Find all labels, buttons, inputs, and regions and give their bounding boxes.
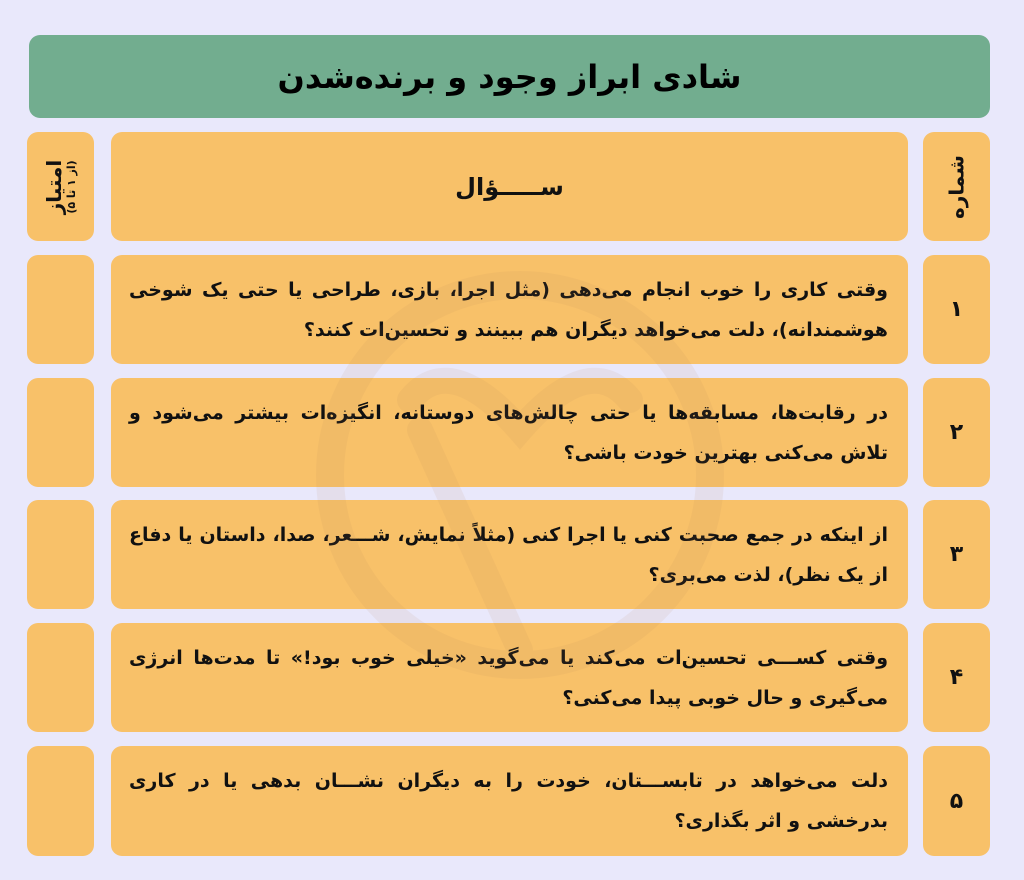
table-row-question <box>111 746 908 856</box>
question-text: در رقابت‌ها، مسابقه‌ها یا حتی چالش‌های دوستانه، انگیزه‌ات بیشتر می‌شود و تلاش می‌کنی بهترین خودت باشی؟ <box>129 401 888 464</box>
table-row-question <box>111 623 908 732</box>
column-header-score <box>27 132 94 241</box>
question-text: وقتی کاری را خوب انجام می‌دهی (مثل اجرا، بازی، طراحی یا حتی یک شوخی هوشمندانه)، دلت می‌خواهد دیگران هم ببینند و تحسین‌ات کنند؟ <box>129 278 888 341</box>
page-title-banner <box>29 35 990 118</box>
row-number-cell <box>923 746 990 856</box>
column-header-question <box>111 132 908 241</box>
score-input-cell[interactable] <box>27 255 94 364</box>
page-title: شادی ابراز وجود و برنده‌شدن <box>277 57 742 96</box>
number-header-label: شماره <box>944 154 968 219</box>
table-row-question <box>111 255 908 364</box>
row-number-cell <box>923 255 990 364</box>
row-number: ۳ <box>949 542 964 567</box>
score-input-cell[interactable] <box>27 746 94 856</box>
score-input-cell[interactable] <box>27 500 94 609</box>
row-number: ۵ <box>949 788 964 814</box>
row-number-cell <box>923 500 990 609</box>
question-text: وقتی کســـی تحسین‌ات می‌کند یا می‌گوید «خیلی خوب بود!» تا مدت‌ها انرژی می‌گیری و حال خوبی پیدا می‌کنی؟ <box>129 646 888 709</box>
row-number-cell <box>923 378 990 487</box>
score-input-cell[interactable] <box>27 378 94 487</box>
column-header-number <box>923 132 990 241</box>
row-number: ۴ <box>949 665 964 690</box>
score-range-label: (از ۱ تا ۵) <box>64 159 78 214</box>
question-text: از اینکه در جمع صحبت کنی یا اجرا کنی (مثلاً نمایش، شـــعر، صدا، داستان یا دفاع از یک نظر)، لذت می‌بری؟ <box>129 523 888 586</box>
row-number: ۱ <box>949 297 964 322</box>
score-input-cell[interactable] <box>27 623 94 732</box>
row-number: ۲ <box>949 420 964 445</box>
table-row-question <box>111 378 908 487</box>
row-number-cell <box>923 623 990 732</box>
score-header-label: امتیاز <box>41 159 66 214</box>
question-text: دلت می‌خواهد در تابســـتان، خودت را به دیگران نشـــان بدهی یا در کاری بدرخشی و اثر بگذاری؟ <box>129 770 888 832</box>
table-row-question <box>111 500 908 609</box>
question-header-label: ســـــؤال <box>455 172 564 201</box>
